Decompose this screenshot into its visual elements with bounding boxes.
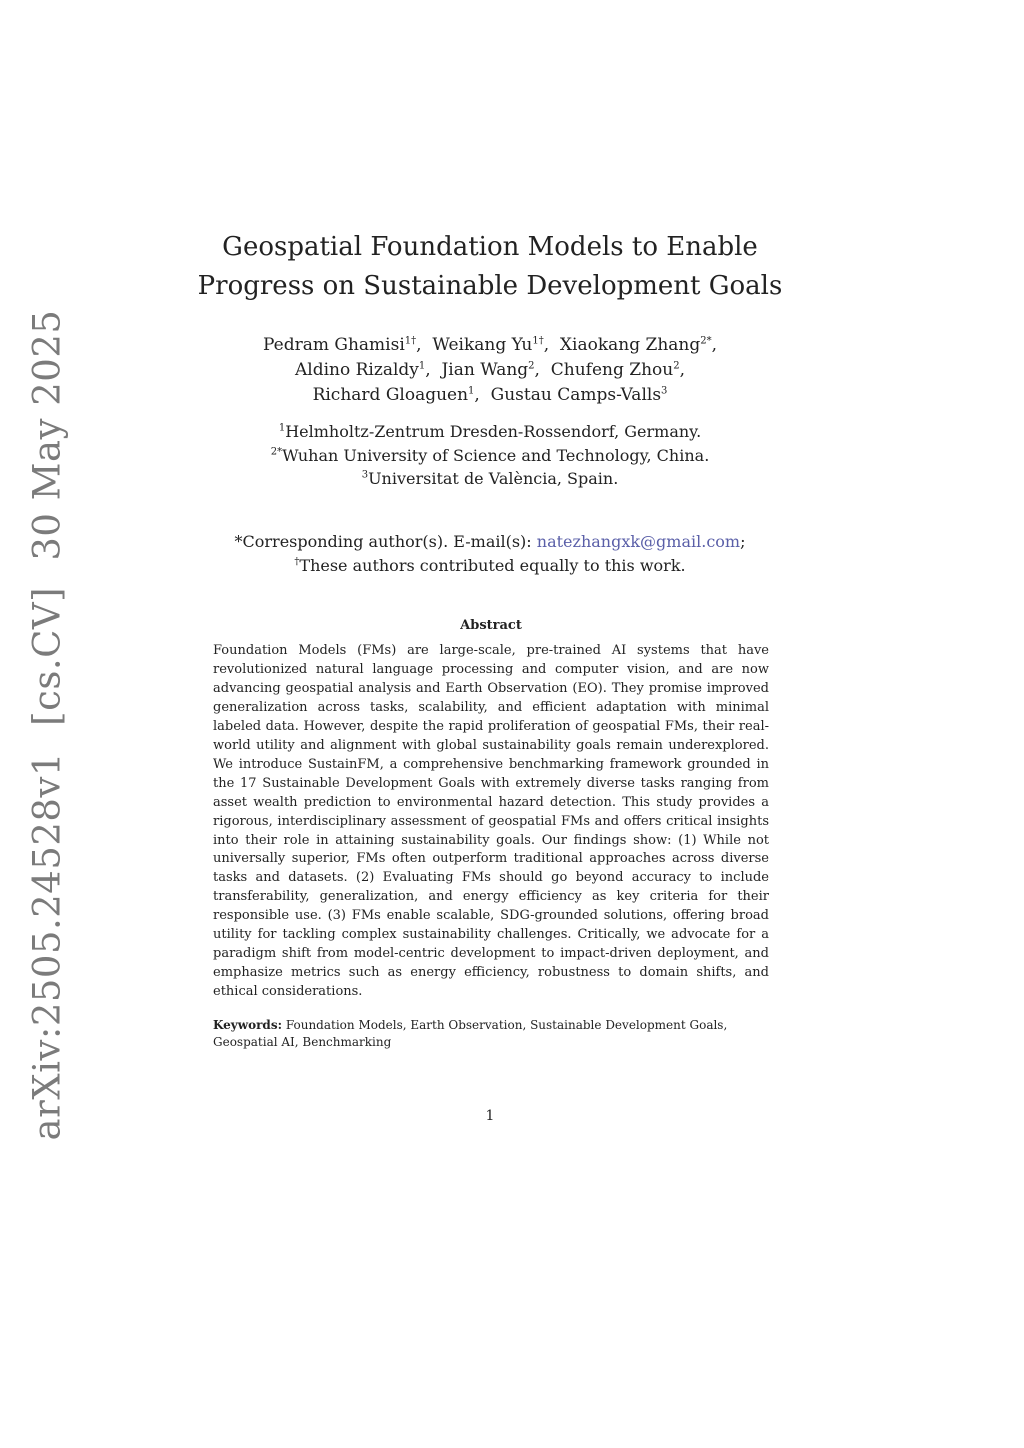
abstract-heading: Abstract	[460, 618, 522, 633]
page-number: 1	[485, 1108, 495, 1124]
author: Xiaokang Zhang$^{2*}$,	[559, 335, 718, 355]
author: Aldino Rizaldy$^1$,	[295, 360, 431, 380]
keywords-text: Foundation Models, Earth Observation, Sustainable Development Goals, Geospatial AI, Benchmarking	[213, 1018, 728, 1049]
author: Gustau Camps-Valls$^3$	[490, 385, 668, 405]
affiliation: $^{2*}$Wuhan University of Science and Technology, China.	[270, 445, 710, 465]
author: Chufeng Zhou$^2$,	[550, 360, 685, 380]
author: Weikang $Yu^{1\dagger}$,	[432, 335, 550, 355]
correspondence-block	[160, 530, 820, 577]
affiliation: $^3$Universitat de València, Spain.	[361, 469, 619, 488]
equal-contribution-note: †These authors contributed equally to this work.	[294, 555, 686, 575]
author: Jian Wang$^2$,	[441, 360, 540, 380]
author: Pedram Ghamisi$^{1\dagger}$,	[262, 335, 422, 355]
affiliation: $^1$Helmholtz-Zentrum Dresden-Rossendorf, Germany.	[278, 422, 702, 441]
paper-title	[190, 228, 790, 306]
abstract-body: Foundation Models (FMs) are large-scale, pre-trained AI systems that have revolutionized natural language processing and computer vision, and are now advancing geospatial analysis and Earth Observation (EO). They promise improved generalization across tasks, scalability, and efficient adaptation with minimal labeled data. However, despite the rapid proliferation of geospatial FMs, their real-world utility and alignment with global sustainability goals remain underexplored. We introduce SustainFM, a comprehensive benchmarking framework grounded in the 17 Sustainable Development Goals with extremely diverse tasks ranging from asset wealth prediction to environmental hazard detection. This study provides a rigorous, interdisciplinary assessment of geospatial FMs and offers critical insights into their role in attaining sustainability goals. Our findings show: (1) While not universally superior, FMs often outperform traditional approaches across diverse tasks and datasets. (2) Evaluating FMs should go beyond accuracy to include transferability, generalization, and energy efficiency as key criteria for their responsible use. (3) FMs enable scalable, SDG-grounded solutions, offering broad utility for tackling complex sustainability challenges. Critically, we advocate for a paradigm shift from model-centric development to impact-driven deployment, and emphasize metrics such as energy efficiency, robustness to domain shifts, and ethical considerations.	[213, 643, 769, 1000]
author: Richard Gloaguen$^1$,	[312, 385, 480, 405]
author-list	[160, 333, 820, 408]
arxiv-date: 30 May 2025	[25, 309, 69, 561]
keywords	[213, 1017, 769, 1051]
title-line-2: Progress on Sustainable Development Goals	[197, 271, 783, 301]
keywords-label: Keywords:	[213, 1018, 283, 1032]
arxiv-id: arXiv:2505.24528v1	[25, 752, 69, 1141]
corresponding-author-line: *Corresponding author(s). E-mail(s): natezhangxk@gmail.com;	[234, 532, 746, 551]
affiliation-list	[160, 420, 820, 491]
arxiv-stamp	[26, 303, 69, 1148]
title-line-1: Geospatial Foundation Models to Enable	[222, 232, 758, 262]
arxiv-category: [cs.CV]	[25, 586, 69, 726]
email-link[interactable]: natezhangxk@gmail.com	[536, 532, 741, 551]
